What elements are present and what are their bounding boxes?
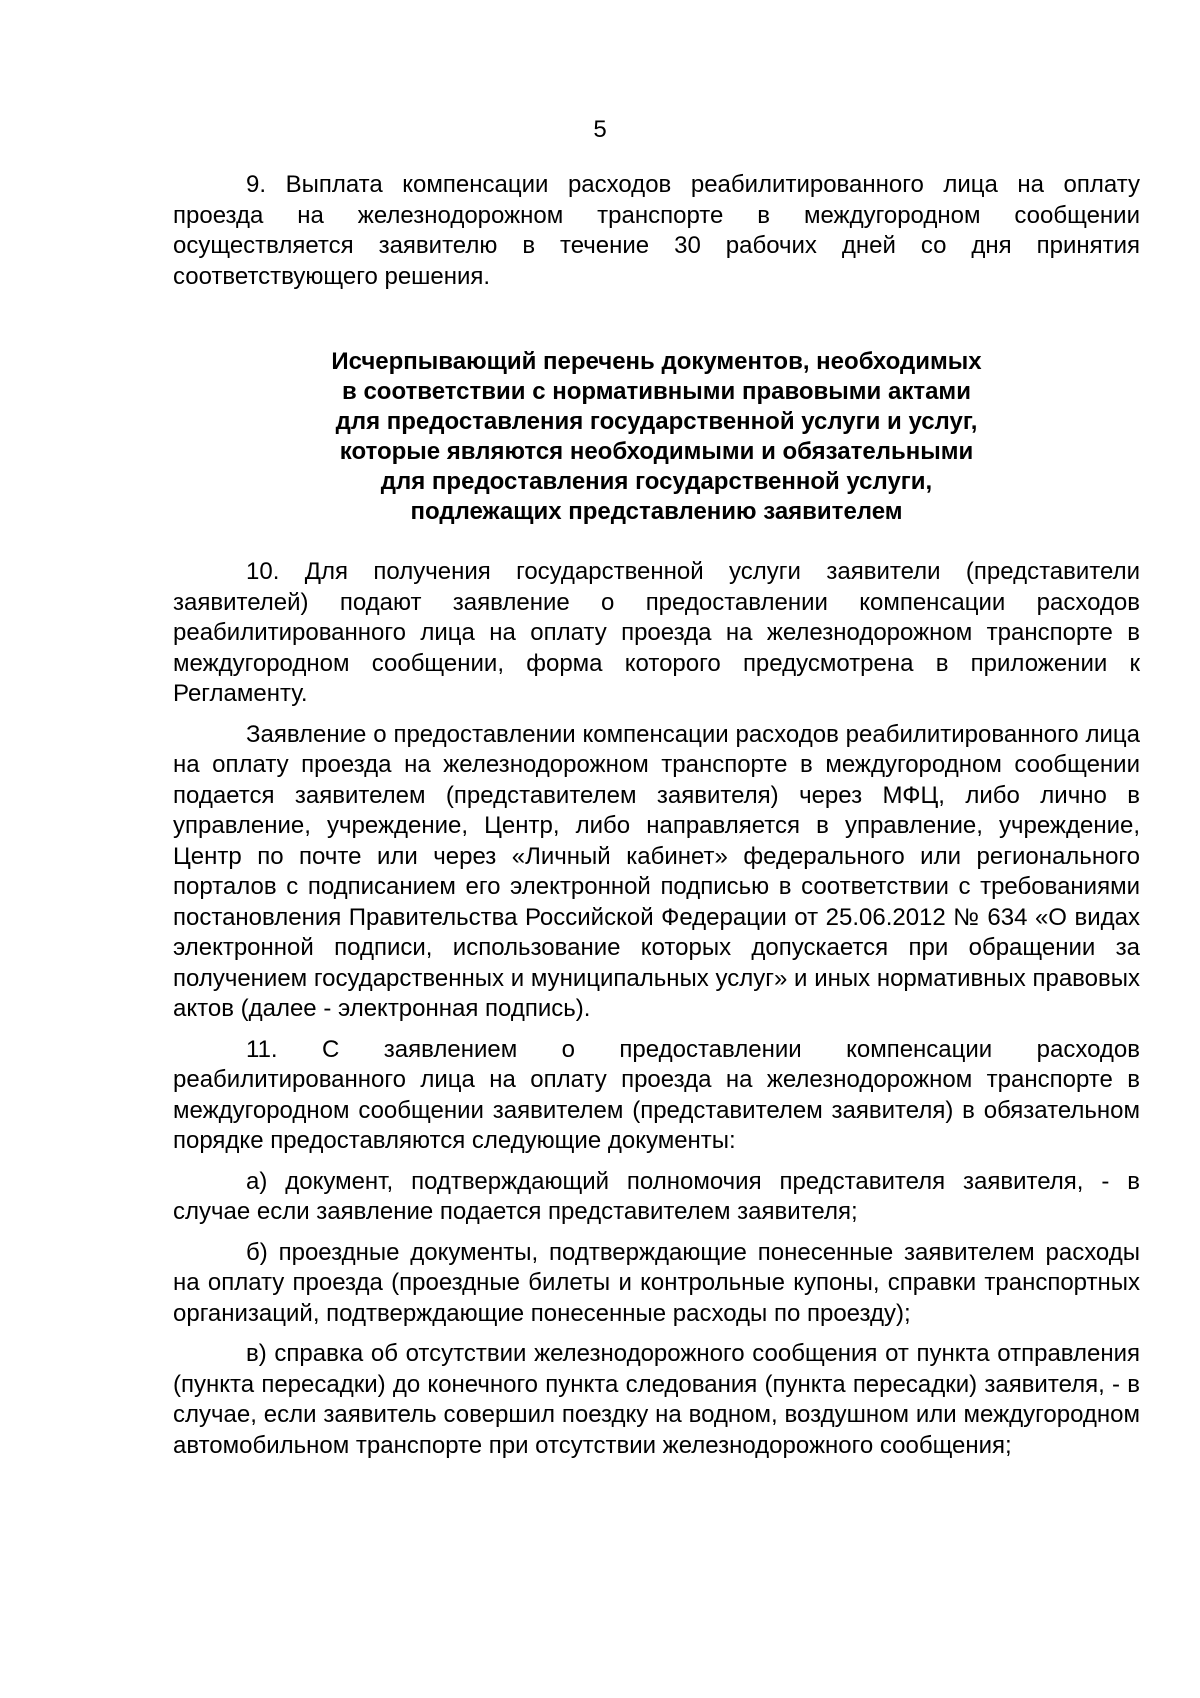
heading-line-2: в соответствии с нормативными правовыми актами: [342, 378, 971, 405]
list-item-v: в) справка об отсутствии железнодорожного сообщения от пункта отправления (пункта пересадки) до конечного пункта следования (пункта пересадки) заявителя, - в случае, если заявитель совершил поездку на водном, воздушном или междугородном автомобильном транспорте при отсутствии железнодорожного сообщения;: [173, 1340, 1140, 1459]
document-body: [173, 170, 1140, 1461]
heading-line-5: для предоставления государственной услуги,: [380, 468, 933, 495]
paragraph-11: 11. С заявлением о предоставлении компенсации расходов реабилитированного лица на оплату проезда на железнодорожном транспорте в междугородном сообщении заявителем (представителем заявителя) в обязательном порядке предоставляются следующие документы:: [173, 1035, 1140, 1154]
list-item-b: б) проездные документы, подтверждающие понесенные заявителем расходы на оплату проезда (проездные билеты и контрольные купоны, справки транспортных организаций, подтверждающие понесенные расходы по проезду);: [173, 1238, 1140, 1327]
list-item-a: а) документ, подтверждающий полномочия представителя заявителя, - в случае если заявление подается представителем заявителя;: [173, 1167, 1140, 1225]
heading-line-1: Исчерпывающий перечень документов, необходимых: [331, 348, 982, 375]
paragraph-9: 9. Выплата компенсации расходов реабилитированного лица на оплату проезда на железнодорожном транспорте в междугородном сообщении осуществляется заявителю в течение 30 рабочих дней со дня принятия соответствующего решения.: [173, 171, 1140, 290]
page-number: 5: [593, 116, 607, 143]
paragraph-10: 10. Для получения государственной услуги заявители (представители заявителей) подают заявление о предоставлении компенсации расходов реабилитированного лица на оплату проезда на железнодорожном транспорте в междугородном сообщении, форма которого предусмотрена в приложении к Регламенту.: [173, 558, 1140, 707]
heading-line-3: для предоставления государственной услуги и услуг,: [335, 408, 978, 435]
section-heading: [173, 347, 1140, 527]
heading-line-4: которые являются необходимыми и обязательными: [339, 438, 974, 465]
paragraph-10-application: Заявление о предоставлении компенсации расходов реабилитированного лица на оплату проезда на железнодорожном транспорте в междугородном сообщении подается заявителем (представителем заявителя) через МФЦ, либо лично в управление, учреждение, Центр, либо направляется в управление, учреждение, Центр по почте или через «Личный кабинет» федерального или регионального порталов с подписанием его электронной подписью в соответствии с требованиями постановления Правительства Российской Федерации от 25.06.2012 № 634 «О видах электронной подписи, использование которых допускается при обращении за получением государственных и муниципальных услуг» и иных нормативных правовых актов (далее - электронная подпись).: [173, 720, 1140, 1022]
heading-line-6: подлежащих представлению заявителем: [410, 498, 903, 525]
